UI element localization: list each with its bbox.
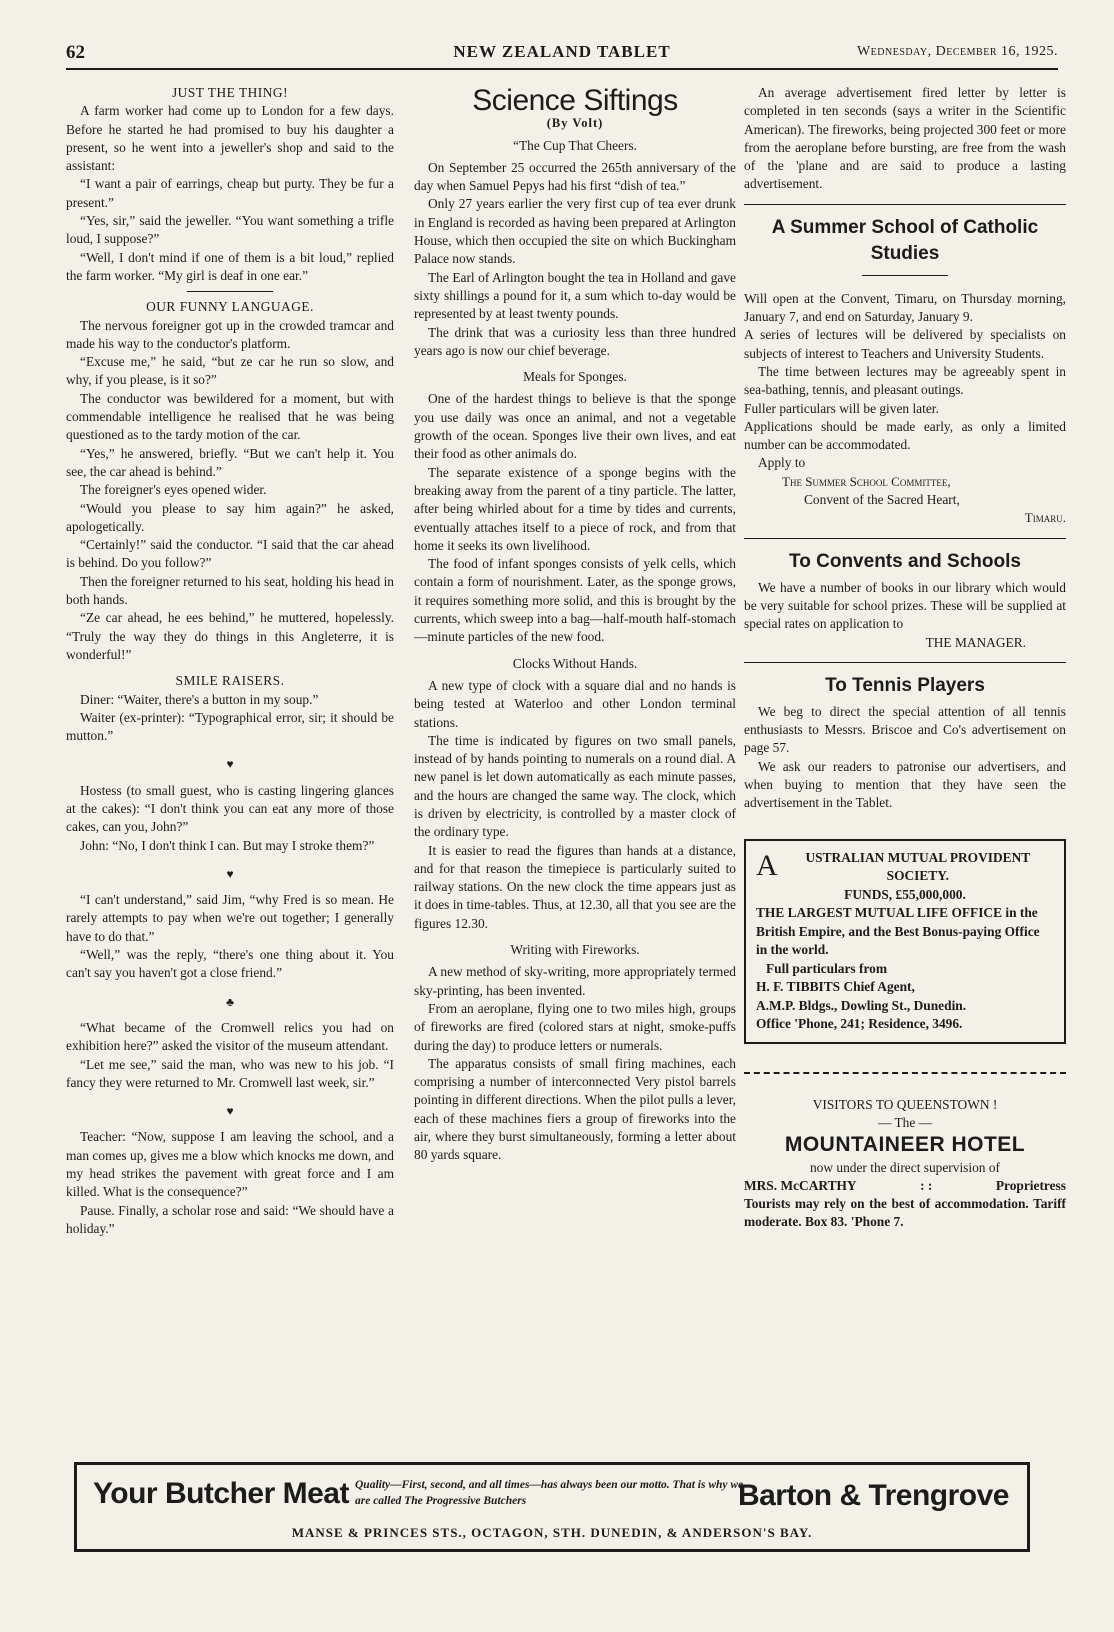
ornament-icon: ♥ [226, 1104, 234, 1119]
ad-motto: Quality—First, second, and all times—has always been our motto. That is why we are called The Progressive Butchers [355, 1479, 744, 1507]
paragraph: Pause. Finally, a scholar rose and said: “We should have a holiday.” [66, 1202, 394, 1236]
paragraph: Then the foreigner returned to his seat, holding his head in both hands. [66, 573, 394, 608]
signature-line: The Summer School Committee, [782, 473, 951, 489]
column-right [744, 84, 1066, 1232]
paragraph: We beg to direct the special attention of all tennis enthusiasts to Messrs. Briscoe and Co's advertisement on page 57. [744, 703, 1066, 756]
paragraph: The conductor was bewildered for a moment, but with commendable intelligence he realised that he was being questioned as to the tardy motion of the car. [66, 390, 394, 443]
paragraph: One of the hardest things to believe is that the sponge you use daily was once an animal, and not a vegetable growth of the ocean. Sponges live their own lives, and eat their food as other animals do. [414, 391, 736, 462]
divider [862, 275, 948, 276]
drop-cap: A [756, 848, 778, 882]
hotel-owner-row [744, 1177, 1066, 1195]
section-heading-just-the-thing: JUST THE THING! [171, 85, 289, 100]
paragraph: John: “No, I don't think I can. But may I stroke them?” [80, 837, 375, 853]
ad-line: Full particulars from [766, 960, 887, 976]
paragraph: “What became of the Cromwell relics you had on exhibition here?” asked the visitor of the museum attendant. [66, 1019, 394, 1054]
hotel-line: now under the direct supervision of [809, 1159, 1001, 1175]
ad-headline: Your Butcher Meat [93, 1477, 349, 1510]
notice-title-summer-school: A Summer School of Catholic Studies [771, 216, 1039, 264]
paragraph: We have a number of books in our library which would be very suitable for school prizes. These will be supplied at special rates on application to [744, 579, 1066, 632]
hotel-name: MOUNTAINEER HOTEL [784, 1133, 1026, 1157]
paragraph: “Would you please to say him again?” he asked, apologetically. [66, 500, 394, 534]
byline: (By Volt) [546, 116, 604, 131]
signature-manager: THE MANAGER. [925, 634, 1026, 650]
column-middle [414, 84, 736, 1165]
paragraph: “Excuse me,” he said, “but ze car he run so slow, and why, if you please, is it so?” [66, 354, 394, 388]
ad-line: THE LARGEST MUTUAL LIFE OFFICE in the British Empire, and the Best Bonus-paying Office in the world. [756, 905, 1040, 958]
subheading: Clocks Without Hands. [512, 655, 638, 671]
section-title-science-siftings: Science Siftings [472, 84, 678, 117]
divider [744, 538, 1066, 539]
paragraph: The Earl of Arlington bought the tea in Holland and gave sixty shillings a pound for it, a sum which to-day would be represented by at least twenty pounds. [414, 269, 736, 322]
ad-line: H. F. TIBBITS Chief Agent, [756, 979, 915, 995]
paragraph: The nervous foreigner got up in the crowded tramcar and made his way to the conductor's platform. [66, 317, 394, 351]
paragraph: The apparatus consists of small firing machines, each comprising a number of interconnected Very pistol barrels pointing in different directions. When the pilot pulls a lever, each of these machines fiers a group of fireworks into the air, where they burst simultaneously, forming a letter about 80 yards square. [414, 1055, 736, 1163]
hotel-line: — The — [877, 1114, 933, 1130]
page-number: 62 [66, 42, 85, 63]
ad-business-name: Barton & Trengrove [737, 1479, 1009, 1512]
ad-line: USTRALIAN MUTUAL PROVIDENT SOCIETY. [805, 849, 1031, 884]
paragraph: Will open at the Convent, Timaru, on Thursday morning, January 7, and end on Saturday, January 9. [744, 290, 1066, 325]
paragraph: The time is indicated by figures on two small panels, instead of by hands pointing to numerals on a round dial. A new panel is let down automatically as each minute passes, and the hours are changed the same way. The clock, which is driven by electricity, is controlled by a master clock of the ordinary type. [414, 732, 736, 840]
subheading: “The Cup That Cheers. [513, 137, 637, 153]
paragraph: We ask our readers to patronise our advertisers, and when buying to mention that they have seen the advertisement in the Tablet. [744, 758, 1066, 811]
paragraph: A new method of sky-writing, more appropriately termed sky-printing, has been invented. [414, 964, 736, 998]
paragraph: “Ze car ahead, he ees behind,” he muttered, hopelessly. “Truly the way they do things in this Angleterre, it is wonderful!” [66, 610, 394, 662]
ad-line: Office 'Phone, 241; Residence, 3496. [756, 1016, 963, 1032]
divider [744, 1072, 1066, 1074]
paragraph: The food of infant sponges consists of yelk cells, which contain a form of nourishment. Later, as the sponge grows, it requires something more solid, and this is brought by the currents, which sweep into a bag—half-mouth half-stomach—minute particles of the new food. [414, 556, 736, 645]
paragraph: The time between lectures may be agreeably spent in sea-bathing, tennis, and pleasant outings. [744, 363, 1066, 398]
ad-address: MANSE & PRINCES STS., OCTAGON, STH. DUNEDIN, & ANDERSON'S BAY. [291, 1525, 813, 1540]
paragraph: “Well,” was the reply, “there's one thing about it. You can't say you haven't got a close friend.” [66, 947, 394, 981]
paragraph: “Certainly!” said the conductor. “I said that the car ahead is behind. Do you follow?” [66, 537, 394, 571]
subheading: Meals for Sponges. [523, 369, 627, 385]
paragraph: Hostess (to small guest, who is casting lingering glances at the cakes): “I don't think you can eat any more of those cakes, can you, John?” [66, 782, 394, 835]
paragraph: “Yes,” he answered, briefly. “But we can't help it. You see, the car ahead is behind.” [66, 445, 394, 479]
paragraph: It is easier to read the figures than hands at a distance, and for that reason the timepiece is particularly suited to railway stations. On the new clock the time appears just as it does in time-tables. Thus, at 12.30, all that you see are the figures 12.30. [414, 842, 736, 931]
ad-line: A.M.P. Bldgs., Dowling St., Dunedin. [756, 997, 967, 1013]
paragraph: “Let me see,” said the man, who was new to his job. “I fancy they were returned to Mr. Cromwell last week, sir.” [66, 1056, 394, 1090]
butcher-advertisement [74, 1462, 1030, 1552]
paragraph: Waiter (ex-printer): “Typographical error, sir; it should be mutton.” [66, 709, 394, 744]
hotel-line: VISITORS TO QUEENSTOWN ! [812, 1096, 998, 1112]
paragraph: The foreigner's eyes opened wider. [80, 482, 267, 498]
hotel-line: Tourists may rely on the best of accommodation. Tariff moderate. Box 83. 'Phone 7. [744, 1196, 1066, 1230]
paragraph: Only 27 years earlier the very first cup of tea ever drunk in England is recorded as having been prepared at Arlington House, which then occupied the site on which Buckingham Palace now stands. [414, 196, 736, 267]
subheading: Writing with Fireworks. [510, 942, 640, 958]
paragraph: “I can't understand,” said Jim, “why Fred is so mean. He rarely attempts to pay when we're out together; I generally have to do that.” [66, 892, 394, 944]
paragraph: Fuller particulars will be given later. [744, 400, 939, 416]
notice-title-tennis: To Tennis Players [825, 674, 985, 696]
ornament-icon: ♣ [226, 994, 234, 1009]
paragraph: The separate existence of a sponge begins with the breaking away from the parent of a tiny particle. The latter, after being whirled about for a time by tides and currents, eventually attaches itself to a piece of rock, and from that home it seeks its own livelihood. [414, 464, 736, 553]
divider [744, 204, 1066, 205]
section-heading-funny-language: OUR FUNNY LANGUAGE. [146, 299, 314, 315]
paragraph: An average advertisement fired letter by letter is completed in ten seconds (says a writer in the Scientific American). The fireworks, being projected 300 feet or more from the aeroplane before bursting, are free from the wash of the 'plane and are said to produce a lasting advertisement. [744, 85, 1066, 192]
column-left [66, 84, 394, 1238]
section-heading-smile-raisers: SMILE RAISERS. [175, 673, 285, 689]
ornament-icon: ♥ [226, 757, 234, 772]
paragraph: A series of lectures will be delivered by specialists on subjects of interest to Teachers and University Students. [744, 327, 1066, 361]
ad-line: FUNDS, £55,000,000. [844, 886, 966, 902]
paragraph: “Well, I don't mind if one of them is a bit loud,” replied the farm worker. “My girl is deaf in one ear.” [66, 249, 394, 283]
paragraph: On September 25 occurred the 265th anniversary of the day when Samuel Pepys had his first “dish of tea.” [414, 159, 736, 194]
signature-line: Timaru. [1024, 510, 1066, 526]
divider [744, 662, 1066, 663]
paragraph: “I want a pair of earrings, cheap but purty. They be fur a present.” [66, 176, 394, 210]
paragraph: A new type of clock with a square dial and no hands is being tested at Waterloo and other London terminal stations. [414, 677, 736, 730]
divider [187, 291, 273, 292]
separator: : : [920, 1177, 933, 1193]
amp-society-advertisement [744, 839, 1066, 1044]
paragraph: Diner: “Waiter, there's a button in my soup.” [80, 691, 319, 707]
hotel-owner: MRS. McCARTHY [744, 1177, 857, 1193]
notice-title-convents: To Convents and Schools [789, 550, 1021, 572]
issue-date: Wednesday, December 16, 1925. [856, 44, 1058, 59]
paragraph: A farm worker had come up to London for a few days. Before he started he had promised to buy his daughter a present, so he went into a jeweller's shop and said to the assistant: [66, 103, 394, 174]
ornament-icon: ♥ [226, 866, 234, 881]
paragraph: From an aeroplane, flying one to two miles high, groups of fireworks are fired (colored stars at night, smoke-puffs during the day) to produce letters or numerals. [414, 1000, 736, 1053]
paragraph: “Yes, sir,” said the jeweller. “You want something a trifle loud, I suppose?” [66, 213, 394, 247]
apply-to: Apply to [758, 455, 806, 471]
paragraph: The drink that was a curiosity less than three hundred years ago is now our chief beverage. [414, 324, 736, 358]
page-header [66, 42, 1058, 70]
paragraph: Applications should be made early, as only a limited number can be accommodated. [744, 418, 1066, 453]
signature-line: Convent of the Sacred Heart, [804, 492, 960, 508]
hotel-role: Proprietress [995, 1177, 1066, 1193]
publication-title: NEW ZEALAND TABLET [453, 42, 671, 61]
paragraph: Teacher: “Now, suppose I am leaving the school, and a man comes up, gives me a blow which knocks me down, and my head strikes the pavement with great force and I am killed. What is the consequence?” [66, 1129, 394, 1200]
